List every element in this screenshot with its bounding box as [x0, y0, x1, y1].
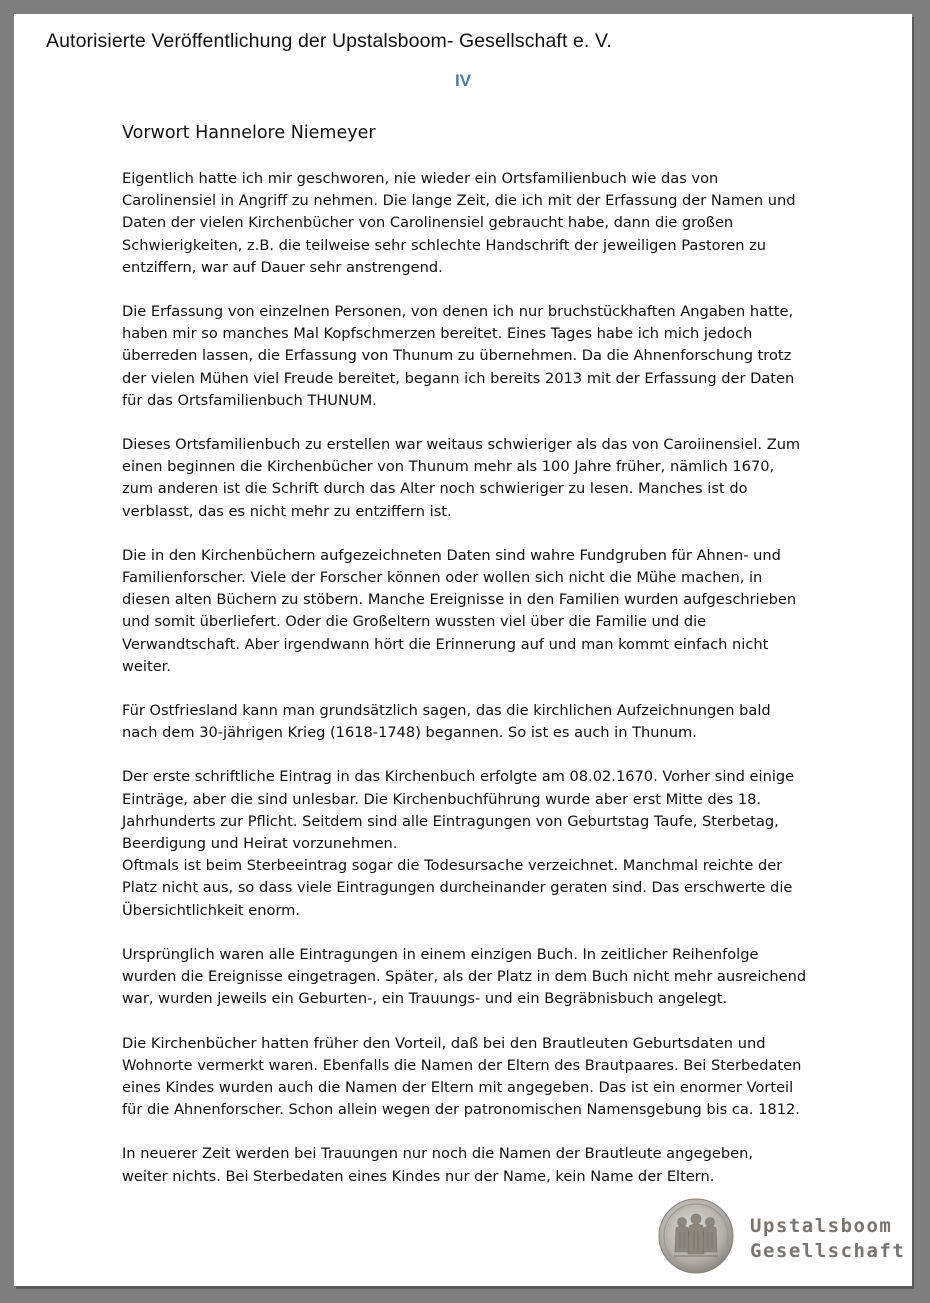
paragraph: Die Kirchenbücher hatten früher den Vorteil, daß bei den Brautleuten Geburtsdaten und Wohnorte vermerkt waren. Ebenfalls die Namen der Eltern des Brautpaares. Bei Sterbedaten eines Kindes wurden auch die Namen der Eltern mit angegeben. Das ist ein enormer Vorteil für die Ahnenforscher. Schon allein wegen der patronomischen Namensgebung bis ca. 1812.: [122, 1034, 802, 1119]
paragraph: Eigentlich hatte ich mir geschworen, nie wieder ein Ortsfamilienbuch wie das von Carolinensiel in Angriff zu nehmen. Die lange Zeit, die ich mit der Erfassung der Namen und Daten der vielen Kirchenbücher von Carolinensiel gebraucht habe, dann die großen Schwierigkeiten, z.B. die teilweise sehr schlechte Handschrift der jeweiligen Pastoren zu entziffern, war auf Dauer sehr anstrengend.: [122, 170, 796, 276]
page-number: IV: [454, 71, 472, 90]
logo-text: [750, 1214, 905, 1264]
logo-line-2: Gesellschaft: [750, 1240, 906, 1262]
paragraph: Die Erfassung von einzelnen Personen, von denen ich nur bruchstückhaften Angaben hatte, haben mir so manches Mal Kopfschmerzen bereitet. Eines Tages habe ich mich jedoch überreden lassen, die Erfassung von Thunum zu übernehmen. Da die Ahnenforschung trotz der vielen Mühen viel Freude bereitet, begann ich bereits 2013 mit der Erfassung der Daten für das Ortsfamilienbuch THUNUM.: [122, 303, 795, 409]
paragraph: Für Ostfriesland kann man grundsätzlich sagen, das die kirchlichen Aufzeichnungen bald nach dem 30-jährigen Krieg (1618-1748) begannen. So ist es auch in Thunum.: [122, 702, 771, 742]
upstalsboom-logo: [658, 1196, 908, 1276]
paragraph: Die in den Kirchenbüchern aufgezeichneten Daten sind wahre Fundgruben für Ahnen- und Familienforscher. Viele der Forscher können oder wollen sich nicht die Mühe machen, in diesen alten Büchern zu stöbern. Manche Ereignisse in den Familien wurden aufgeschrieben und somit überliefert. Oder die Großeltern wussten viel über die Familie und die Verwandtschaft. Aber irgendwann hört die Erinnerung auf und man kommt einfach nicht weiter.: [122, 546, 797, 675]
paragraph: In neuerer Zeit werden bei Trauungen nur noch die Namen der Brautleute angegeben, weiter nichts. Bei Sterbedaten eines Kindes nur der Name, kein Name der Eltern.: [122, 1145, 753, 1185]
authorized-publication-header: Autorisierte Veröffentlichung der Upstalsboom- Gesellschaft e. V.: [46, 30, 612, 52]
document-body: [122, 122, 822, 1210]
seal-icon: [658, 1198, 734, 1274]
paragraph: Der erste schriftliche Eintrag in das Kirchenbuch erfolgte am 08.02.1670. Vorher sind einige Einträge, aber die sind unlesbar. Die Kirchenbuchführung wurde aber erst Mitte des 18. Jahrhunderts zur Pflicht. Seitdem sind alle Eintragungen von Geburtstag Taufe, Sterbetag, Beerdigung und Heirat vorzunehmen. Oftmals ist beim Sterbeeintrag sogar die Todesursache verzeichnet. Manchmal reichte der Platz nicht aus, so dass viele Eintragungen durcheinander geraten sind. Das erschwerte die Übersichtlichkeit enorm.: [122, 768, 795, 919]
document-page: [14, 14, 912, 1286]
paragraph: Dieses Ortsfamilienbuch zu erstellen war weitaus schwieriger als das von Caroiinensiel. Zum einen beginnen die Kirchenbücher von Thunum mehr als 100 Jahre früher, nämlich 1670, zum anderen ist die Schrift durch das Alter noch schwieriger zu lesen. Manches ist do verblasst, das es nicht mehr zu entziffern ist.: [122, 436, 801, 520]
paragraph: Ursprünglich waren alle Eintragungen in einem einzigen Buch. In zeitlicher Reihenfolge wurden die Ereignisse eingetragen. Später, als der Platz in dem Buch nicht mehr ausreichend war, wurden jeweils ein Geburten-, ein Trauungs- und ein Begräbnisbuch angelegt.: [122, 945, 807, 1008]
document-title: Vorwort Hannelore Niemeyer: [122, 123, 376, 143]
logo-line-1: Upstalsboom: [750, 1215, 893, 1237]
